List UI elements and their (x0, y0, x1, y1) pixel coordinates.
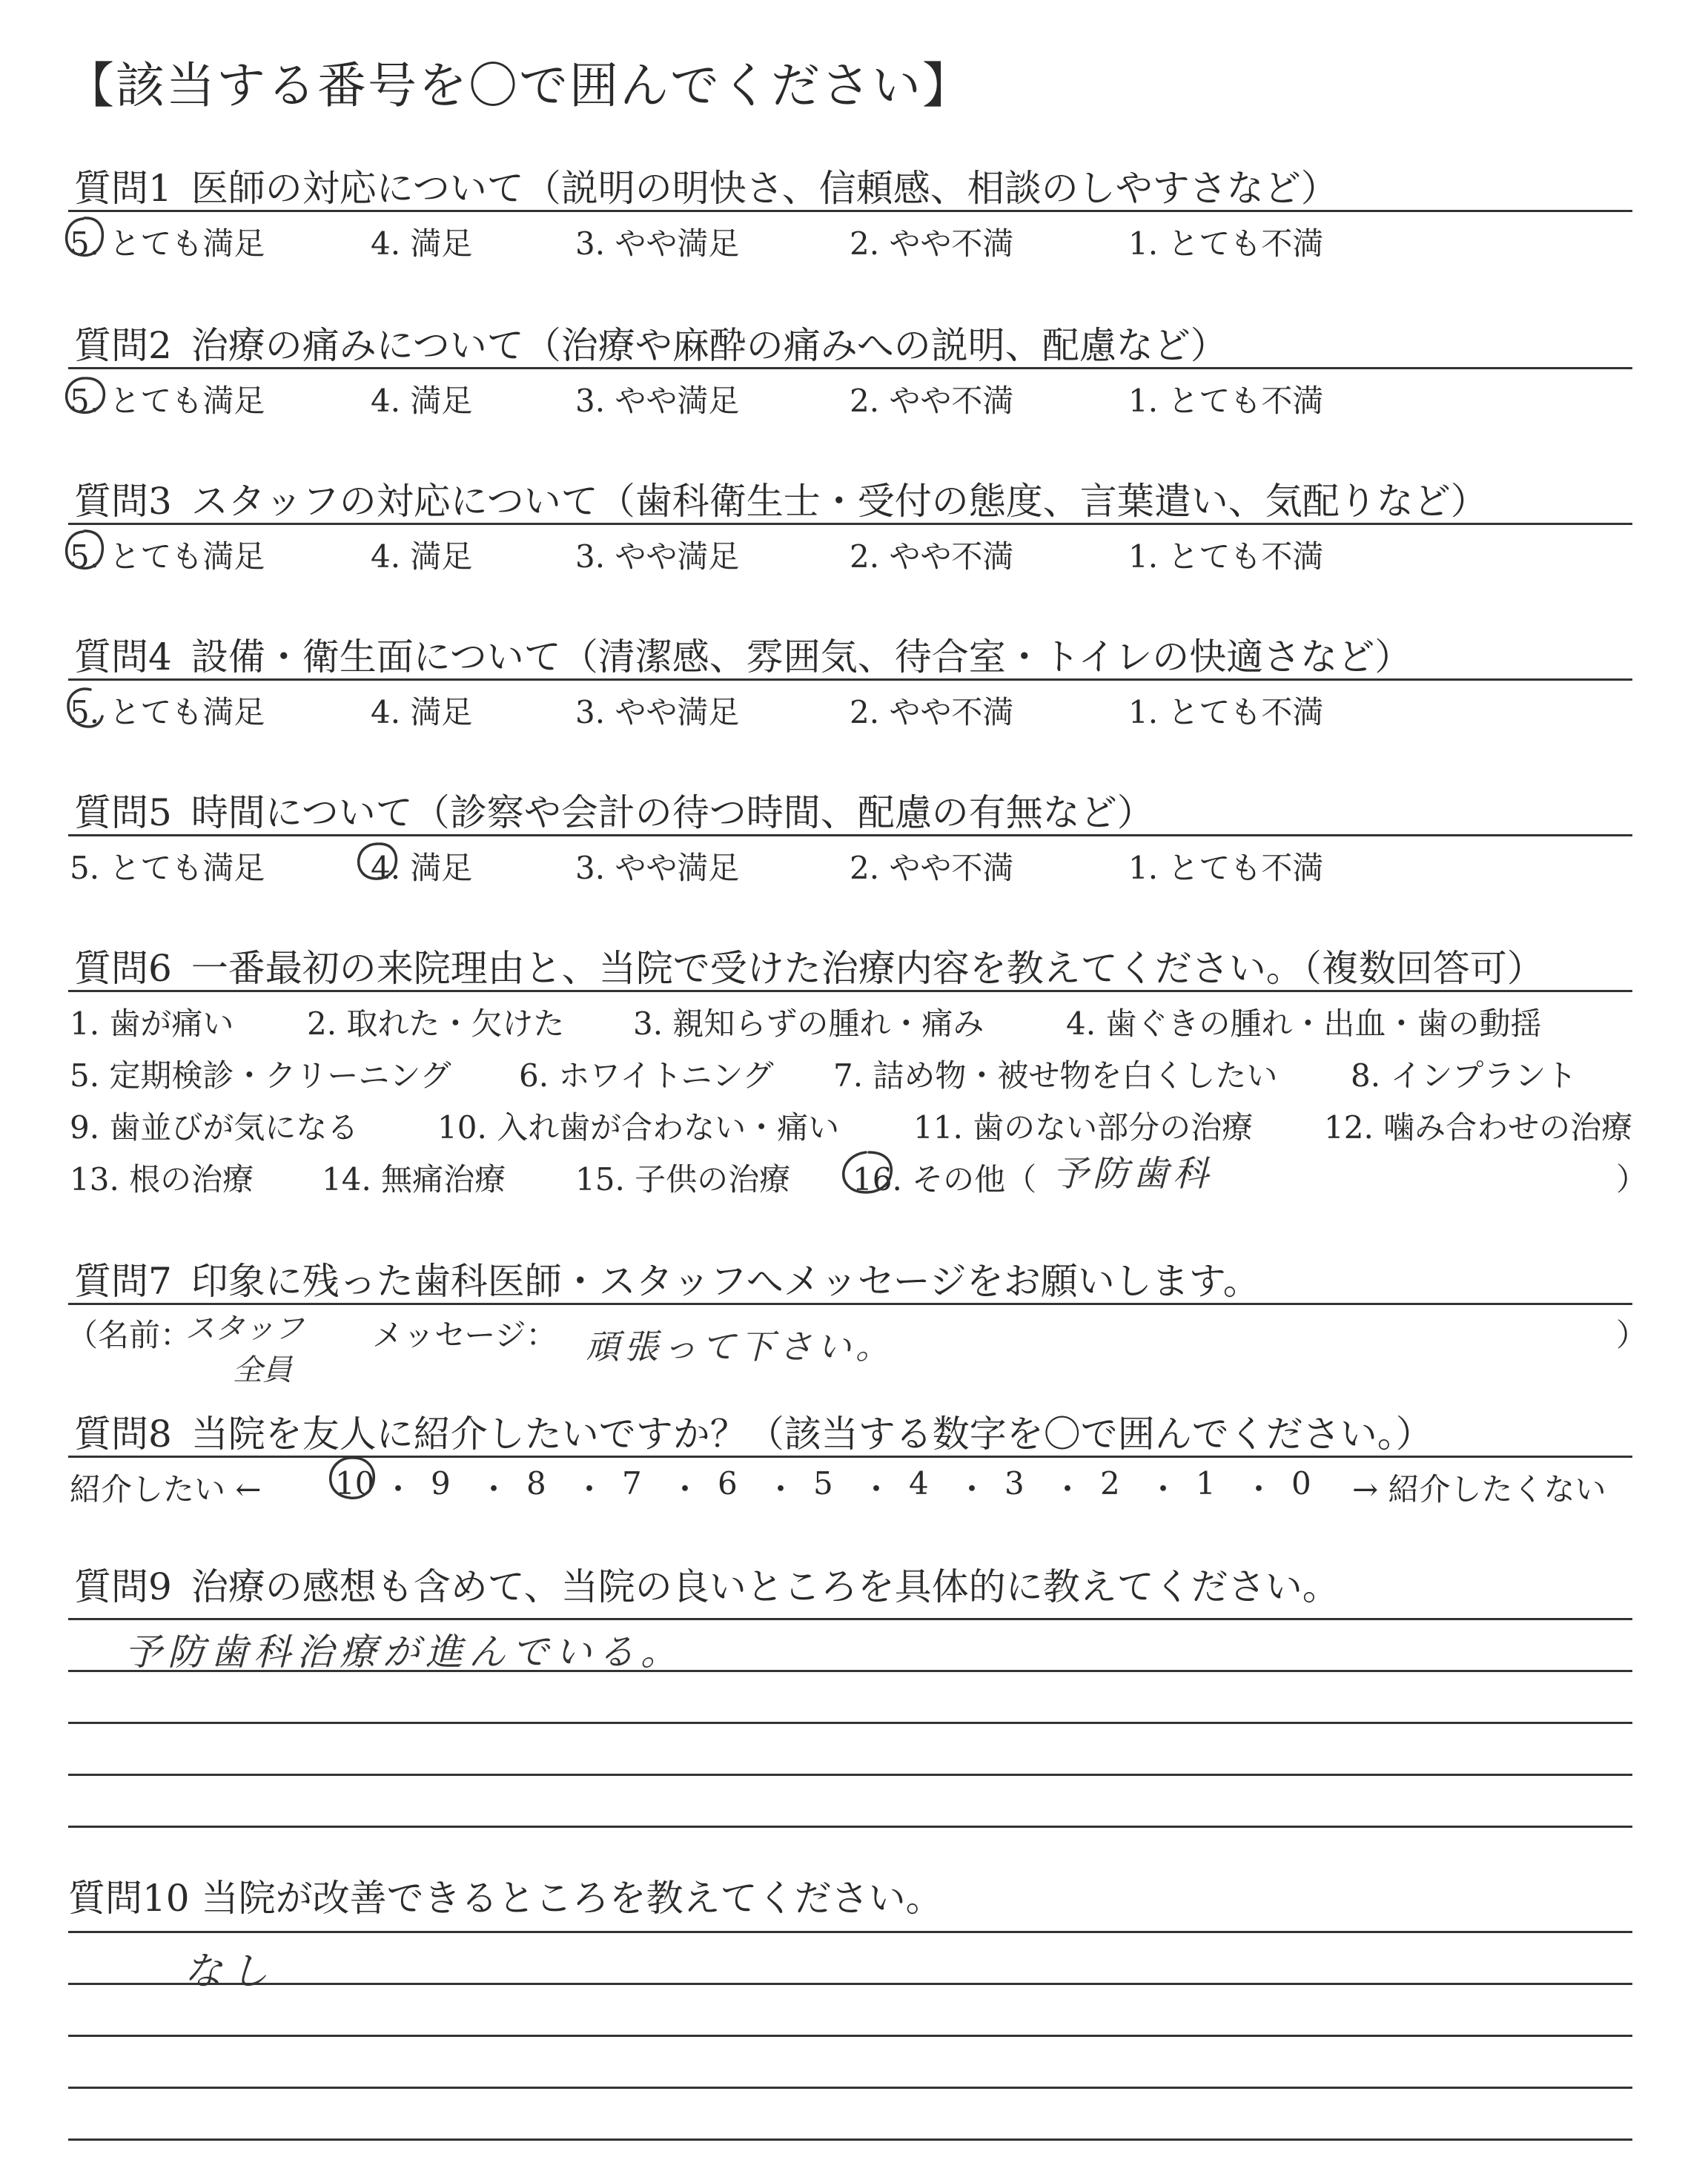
q4-rule (68, 678, 1632, 681)
q8-heading (74, 1404, 1433, 1458)
q3-rule (68, 523, 1632, 525)
q7-name-answer-line2[interactable]: 全員 (233, 1353, 292, 1387)
q4-option-4[interactable]: 4. 満足 (371, 694, 473, 730)
q8-scale-separator: ・ (574, 1471, 606, 1507)
q10-label: 質問10 (68, 1877, 190, 1920)
q8-scale-value-4[interactable]: 4 (909, 1465, 929, 1502)
q9-heading (74, 1557, 1340, 1611)
q8-scale-separator: ・ (765, 1471, 797, 1507)
q5-text: 時間について（診察や会計の待つ時間、配慮の有無など） (191, 791, 1154, 834)
q3-label: 質問3 (74, 480, 172, 523)
q4-option-5[interactable]: 5. とても満足 (70, 694, 265, 730)
q1-heading (74, 159, 1338, 212)
q2-rule (68, 367, 1632, 369)
q1-option-2[interactable]: 2. やや不満 (850, 225, 1014, 262)
q2-label: 質問2 (74, 324, 172, 367)
q6-option-8[interactable]: 8. インプラント (1351, 1057, 1578, 1094)
q9-answer-line (68, 1618, 1632, 1620)
q6-option-12[interactable]: 12. 噛み合わせの治療 (1324, 1109, 1633, 1146)
q9-label: 質問9 (74, 1565, 172, 1608)
q6-option-7[interactable]: 7. 詰め物・被せ物を白くしたい (833, 1057, 1278, 1094)
q7-close-paren: ） (1616, 1317, 1648, 1353)
q6-option-15[interactable]: 15. 子供の治療 (575, 1161, 791, 1198)
q10-answer-line (68, 2035, 1632, 2037)
q9-answer-line (68, 1774, 1632, 1776)
q3-option-3[interactable]: 3. やや満足 (575, 538, 740, 575)
q3-text: スタッフの対応について（歯科衛生士・受付の態度、言葉遣い、気配りなど） (191, 480, 1488, 523)
q8-scale-separator: ・ (1052, 1471, 1084, 1507)
q5-option-5[interactable]: 5. とても満足 (70, 850, 265, 886)
q8-scale-value-1[interactable]: 1 (1196, 1465, 1216, 1502)
q3-option-4[interactable]: 4. 満足 (371, 538, 473, 575)
q8-scale-separator: ・ (1148, 1471, 1179, 1507)
q9-answer-line (68, 1826, 1632, 1828)
q5-rule (68, 834, 1632, 836)
q4-label: 質問4 (74, 635, 172, 678)
q8-scale-value-9[interactable]: 9 (431, 1465, 451, 1502)
q6-option-14[interactable]: 14. 無痛治療 (322, 1161, 506, 1198)
q8-scale-separator: ・ (669, 1471, 701, 1507)
q6-option-9[interactable]: 9. 歯並びが気になる (70, 1109, 359, 1146)
q4-text: 設備・衛生面について（清潔感、雰囲気、待合室・トイレの快適さなど） (191, 635, 1412, 678)
q8-scale-value-5[interactable]: 5 (813, 1465, 833, 1502)
q5-option-2[interactable]: 2. やや不満 (850, 850, 1014, 886)
q3-selection-circle (62, 528, 107, 572)
q9-text: 治療の感想も含めて、当院の良いところを具体的に教えてください。 (191, 1565, 1340, 1608)
q5-option-4[interactable]: 4. 満足 (371, 850, 473, 886)
q7-text: 印象に残った歯科医師・スタッフへメッセージをお願いします。 (191, 1260, 1260, 1303)
q5-selection-circle (354, 839, 400, 884)
q6-rule (68, 990, 1632, 992)
q9-answer-line (68, 1722, 1632, 1724)
q5-option-1[interactable]: 1. とても不満 (1128, 850, 1324, 886)
q1-text: 医師の対応について（説明の明快さ、信頼感、相談のしやすさなど） (191, 167, 1338, 210)
q10-text: 当院が改善できるところを教えてください。 (201, 1877, 943, 1920)
q6-option-5[interactable]: 5. 定期検診・クリーニング (70, 1057, 451, 1094)
q1-selection-circle (62, 215, 107, 260)
q8-scale-separator: ・ (478, 1471, 510, 1507)
q10-answer[interactable]: なし (184, 1949, 277, 1994)
q7-message-label: メッセージ： (372, 1317, 557, 1353)
q1-option-5[interactable]: 5. とても満足 (70, 225, 265, 262)
q7-heading (74, 1252, 1260, 1305)
q9-answer[interactable]: 予防歯科治療が進んでいる。 (125, 1631, 683, 1674)
q8-scale-value-10[interactable]: 10 (335, 1465, 375, 1502)
q2-selection-circle (62, 374, 108, 417)
q7-name-label: （名前： (67, 1317, 192, 1353)
q2-text: 治療の痛みについて（治療や麻酔の痛みへの説明、配慮など） (191, 324, 1228, 367)
q10-answer-line (68, 1983, 1632, 1985)
q8-selection-circle (325, 1453, 378, 1504)
q6-other-answer[interactable]: 予防歯科 (1053, 1153, 1214, 1195)
q5-heading (74, 783, 1154, 836)
q1-option-3[interactable]: 3. やや満足 (575, 225, 740, 262)
q8-scale-value-3[interactable]: 3 (1004, 1465, 1025, 1502)
q6-option-16[interactable]: 16. その他（ (853, 1161, 1037, 1198)
q10-answer-line (68, 1931, 1632, 1933)
q6-label: 質問6 (74, 947, 172, 990)
q2-option-5[interactable]: 5. とても満足 (70, 383, 265, 419)
q6-heading (74, 939, 1544, 992)
q1-option-1[interactable]: 1. とても不満 (1128, 225, 1324, 262)
q3-option-2[interactable]: 2. やや不満 (850, 538, 1014, 575)
q8-rule (68, 1456, 1632, 1458)
q3-option-1[interactable]: 1. とても不満 (1128, 538, 1324, 575)
q8-scale-value-0[interactable]: 0 (1291, 1465, 1311, 1502)
q6-option-4[interactable]: 4. 歯ぐきの腫れ・出血・歯の動揺 (1066, 1005, 1542, 1042)
q3-heading (74, 472, 1488, 525)
q8-right-label: → 紹介したくない (1352, 1471, 1606, 1507)
q1-option-4[interactable]: 4. 満足 (371, 225, 473, 262)
q2-option-1[interactable]: 1. とても不満 (1128, 383, 1324, 419)
q4-option-1[interactable]: 1. とても不満 (1128, 694, 1324, 730)
q7-label: 質問7 (74, 1260, 172, 1303)
q4-selection-circle (64, 684, 111, 733)
q4-option-3[interactable]: 3. やや満足 (575, 694, 740, 730)
q6-option-6[interactable]: 6. ホワイトニング (519, 1057, 774, 1094)
q8-label: 質問8 (74, 1413, 172, 1456)
q8-scale-value-8[interactable]: 8 (526, 1465, 546, 1502)
q8-text: 当院を友人に紹介したいですか？（該当する数字を〇で囲んでください。） (191, 1413, 1433, 1456)
q8-scale-separator: ・ (956, 1471, 988, 1507)
q8-scale-separator: ・ (1243, 1471, 1275, 1507)
q6-option-11[interactable]: 11. 歯のない部分の治療 (913, 1109, 1254, 1146)
q10-answer-line (68, 2087, 1632, 2089)
q8-scale-separator: ・ (861, 1471, 893, 1507)
q1-label: 質問1 (74, 167, 172, 210)
q6-close-paren: ） (1616, 1161, 1648, 1198)
q3-option-5[interactable]: 5. とても満足 (70, 538, 265, 575)
q2-option-3[interactable]: 3. やや満足 (575, 383, 740, 419)
q6-option-10[interactable]: 10. 入れ歯が合わない・痛い (437, 1109, 840, 1146)
q2-heading (74, 316, 1228, 369)
q6-option-3[interactable]: 3. 親知らずの腫れ・痛み (633, 1005, 984, 1042)
q8-scale-value-7[interactable]: 7 (622, 1465, 642, 1502)
q6-selection-circle (839, 1148, 896, 1197)
q4-option-2[interactable]: 2. やや不満 (850, 694, 1014, 730)
q4-heading (74, 627, 1411, 681)
q5-label: 質問5 (74, 791, 172, 834)
q7-message-answer[interactable]: 頑張って下さい。 (586, 1327, 894, 1367)
q6-option-1[interactable]: 1. 歯が痛い (70, 1005, 234, 1042)
form-title: 【該当する番号を〇で囲んでください】 (65, 57, 973, 114)
q6-option-2[interactable]: 2. 取れた・欠けた (307, 1005, 565, 1042)
q8-scale-value-6[interactable]: 6 (718, 1465, 738, 1502)
q6-option-13[interactable]: 13. 根の治療 (70, 1161, 254, 1198)
q1-rule (68, 210, 1632, 212)
q6-text: 一番最初の来院理由と、当院で受けた治療内容を教えてください。（複数回答可） (191, 947, 1544, 990)
q10-answer-line (68, 2138, 1632, 2141)
q5-option-3[interactable]: 3. やや満足 (575, 850, 740, 886)
q2-option-2[interactable]: 2. やや不満 (850, 383, 1014, 419)
q8-scale-separator: ・ (383, 1471, 414, 1507)
q10-heading (68, 1869, 943, 1922)
q2-option-4[interactable]: 4. 満足 (371, 383, 473, 419)
q8-scale-value-2[interactable]: 2 (1100, 1465, 1120, 1502)
q8-left-label: 紹介したい ← (70, 1471, 262, 1507)
q7-name-answer-line1[interactable]: スタッフ (185, 1312, 304, 1346)
